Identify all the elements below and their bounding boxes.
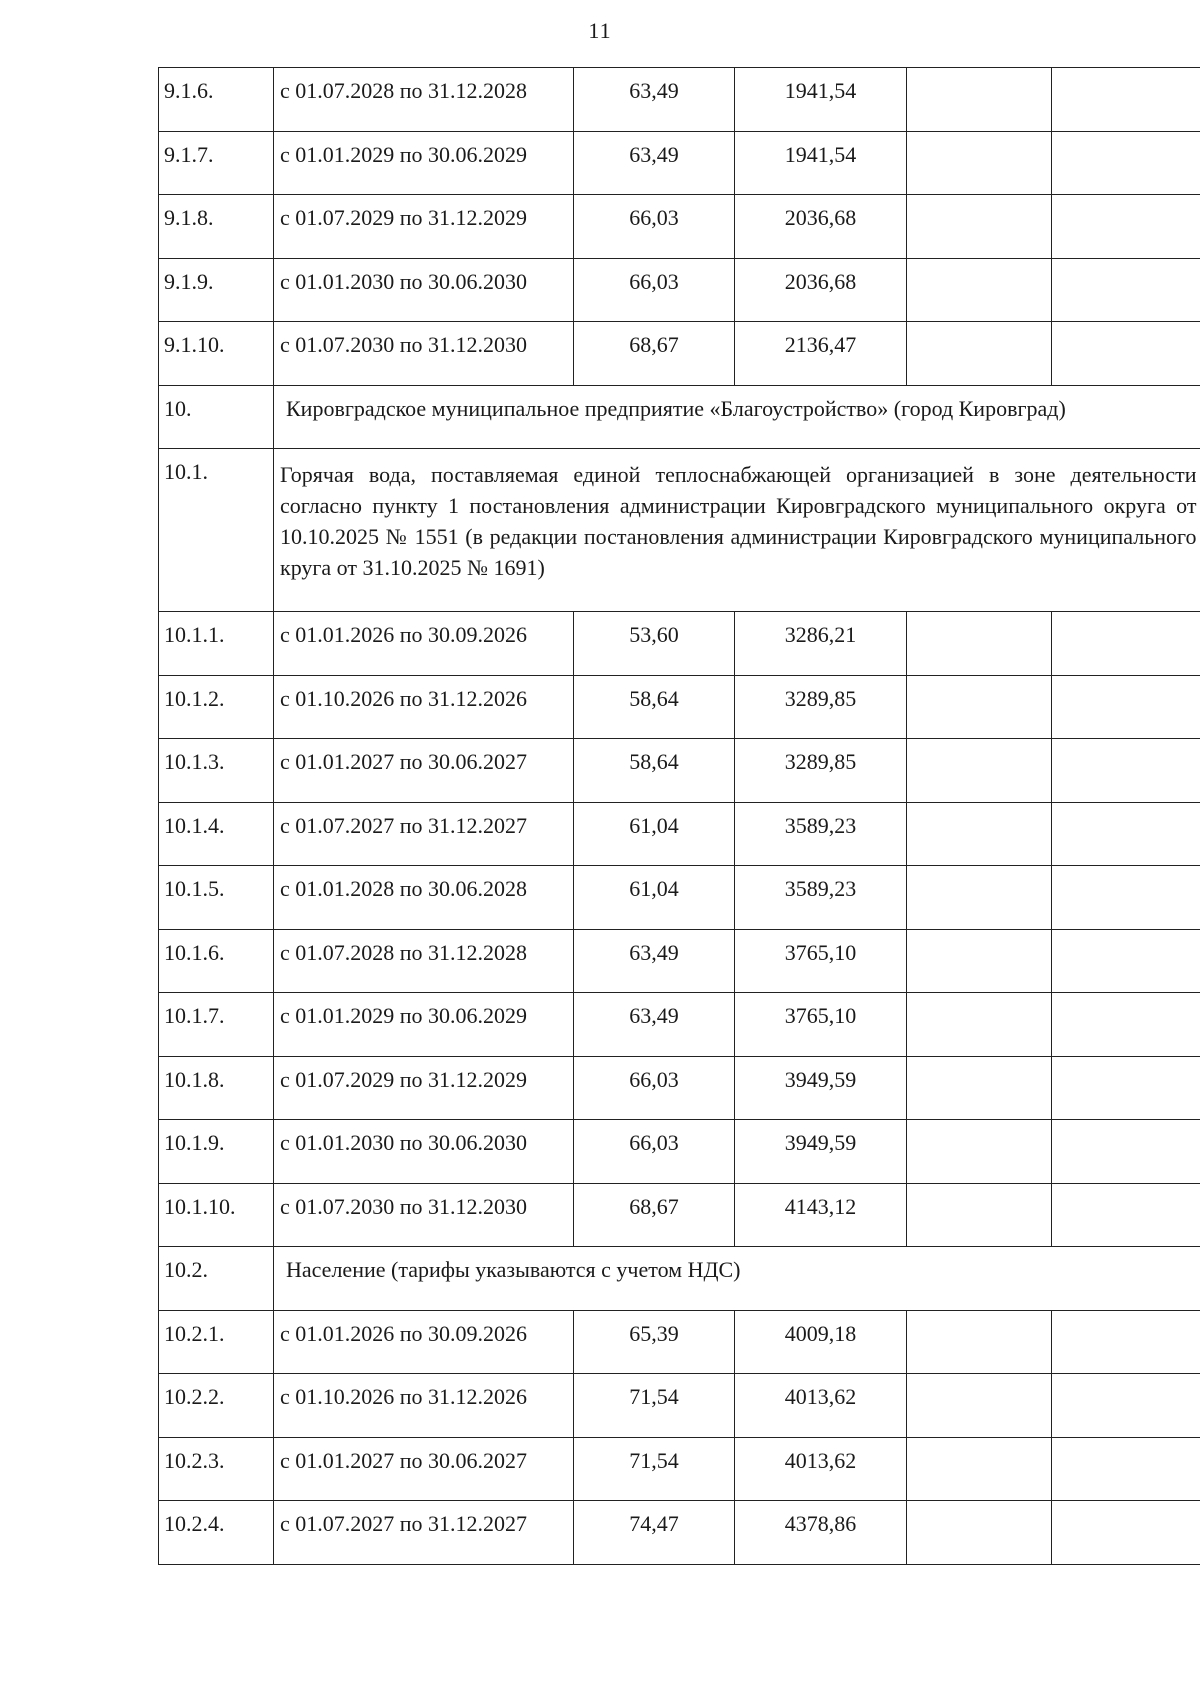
section-title: Горячая вода, поставляемая единой теплоснабжающей организацией в зоне деятельности согласно пункту 1 постановления администрации Кировградского муниципального округа от 10.10.2025 № 1551 (в редакции постановления администрации Кировградского муниципального круга от 31.10.2025 № 1691) xyxy=(274,449,1200,612)
table-row xyxy=(159,1183,1200,1247)
row-number: 10.2.4. xyxy=(159,1501,274,1565)
empty-cell xyxy=(907,929,1052,993)
value-1-cell: 66,03 xyxy=(574,195,735,259)
value-1-cell: 63,49 xyxy=(574,131,735,195)
tariff-table-body xyxy=(159,68,1200,1565)
value-1-cell: 53,60 xyxy=(574,612,735,676)
value-1-cell: 66,03 xyxy=(574,258,735,322)
period-cell: с 01.07.2029 по 31.12.2029 xyxy=(274,1056,574,1120)
empty-cell xyxy=(1052,675,1200,739)
row-number: 9.1.8. xyxy=(159,195,274,259)
empty-cell xyxy=(907,739,1052,803)
table-row xyxy=(159,258,1200,322)
value-1-cell: 66,03 xyxy=(574,1056,735,1120)
value-2-cell: 3289,85 xyxy=(735,739,907,803)
value-2-cell: 3949,59 xyxy=(735,1056,907,1120)
table-row xyxy=(159,1056,1200,1120)
value-1-cell: 61,04 xyxy=(574,866,735,930)
section-row xyxy=(159,449,1200,612)
empty-cell xyxy=(1052,802,1200,866)
empty-cell xyxy=(907,1310,1052,1374)
value-1-cell: 65,39 xyxy=(574,1310,735,1374)
empty-cell xyxy=(907,802,1052,866)
section-row xyxy=(159,1247,1200,1311)
value-1-cell: 68,67 xyxy=(574,1183,735,1247)
empty-cell xyxy=(907,131,1052,195)
period-cell: с 01.07.2030 по 31.12.2030 xyxy=(274,322,574,386)
empty-cell xyxy=(1052,1056,1200,1120)
empty-cell xyxy=(907,1374,1052,1438)
empty-cell xyxy=(1052,739,1200,803)
period-cell: с 01.01.2030 по 30.06.2030 xyxy=(274,1120,574,1184)
period-cell: с 01.01.2026 по 30.09.2026 xyxy=(274,1310,574,1374)
value-2-cell: 3286,21 xyxy=(735,612,907,676)
value-2-cell: 4013,62 xyxy=(735,1374,907,1438)
empty-cell xyxy=(907,1437,1052,1501)
empty-cell xyxy=(907,195,1052,259)
value-1-cell: 71,54 xyxy=(574,1374,735,1438)
period-cell: с 01.01.2026 по 30.09.2026 xyxy=(274,612,574,676)
value-2-cell: 1941,54 xyxy=(735,68,907,132)
period-cell: с 01.10.2026 по 31.12.2026 xyxy=(274,1374,574,1438)
value-2-cell: 2136,47 xyxy=(735,322,907,386)
empty-cell xyxy=(907,68,1052,132)
row-number: 10.1.1. xyxy=(159,612,274,676)
value-1-cell: 66,03 xyxy=(574,1120,735,1184)
period-cell: с 01.01.2028 по 30.06.2028 xyxy=(274,866,574,930)
value-2-cell: 3765,10 xyxy=(735,993,907,1057)
value-2-cell: 3589,23 xyxy=(735,802,907,866)
empty-cell xyxy=(907,675,1052,739)
section-row xyxy=(159,385,1200,449)
value-1-cell: 58,64 xyxy=(574,675,735,739)
row-number: 10.1.8. xyxy=(159,1056,274,1120)
row-number: 9.1.7. xyxy=(159,131,274,195)
empty-cell xyxy=(907,1120,1052,1184)
row-number: 10.1.9. xyxy=(159,1120,274,1184)
section-number: 10.2. xyxy=(159,1247,274,1311)
empty-cell xyxy=(907,612,1052,676)
empty-cell xyxy=(907,993,1052,1057)
value-2-cell: 4009,18 xyxy=(735,1310,907,1374)
empty-cell xyxy=(1052,1501,1200,1565)
empty-cell xyxy=(1052,993,1200,1057)
value-2-cell: 1941,54 xyxy=(735,131,907,195)
table-row xyxy=(159,322,1200,386)
value-1-cell: 71,54 xyxy=(574,1437,735,1501)
empty-cell xyxy=(1052,258,1200,322)
empty-cell xyxy=(907,866,1052,930)
value-2-cell: 4143,12 xyxy=(735,1183,907,1247)
empty-cell xyxy=(1052,131,1200,195)
value-2-cell: 2036,68 xyxy=(735,258,907,322)
table-row xyxy=(159,1501,1200,1565)
value-1-cell: 61,04 xyxy=(574,802,735,866)
value-2-cell: 3949,59 xyxy=(735,1120,907,1184)
empty-cell xyxy=(1052,866,1200,930)
table-row xyxy=(159,1120,1200,1184)
period-cell: с 01.07.2028 по 31.12.2028 xyxy=(274,929,574,993)
row-number: 10.2.3. xyxy=(159,1437,274,1501)
row-number: 10.2.1. xyxy=(159,1310,274,1374)
value-2-cell: 4378,86 xyxy=(735,1501,907,1565)
table-row xyxy=(159,195,1200,259)
table-row xyxy=(159,1310,1200,1374)
period-cell: с 01.07.2030 по 31.12.2030 xyxy=(274,1183,574,1247)
value-1-cell: 63,49 xyxy=(574,68,735,132)
table-row xyxy=(159,802,1200,866)
row-number: 10.1.3. xyxy=(159,739,274,803)
period-cell: с 01.01.2030 по 30.06.2030 xyxy=(274,258,574,322)
period-cell: с 01.01.2029 по 30.06.2029 xyxy=(274,993,574,1057)
value-2-cell: 3289,85 xyxy=(735,675,907,739)
period-cell: с 01.01.2027 по 30.06.2027 xyxy=(274,739,574,803)
value-1-cell: 58,64 xyxy=(574,739,735,803)
empty-cell xyxy=(1052,929,1200,993)
row-number: 10.1.4. xyxy=(159,802,274,866)
row-number: 9.1.6. xyxy=(159,68,274,132)
value-2-cell: 2036,68 xyxy=(735,195,907,259)
table-row xyxy=(159,993,1200,1057)
table-row xyxy=(159,612,1200,676)
empty-cell xyxy=(907,258,1052,322)
period-cell: с 01.01.2029 по 30.06.2029 xyxy=(274,131,574,195)
value-1-cell: 63,49 xyxy=(574,929,735,993)
table-row xyxy=(159,866,1200,930)
page-number: 11 xyxy=(588,18,612,43)
row-number: 10.1.5. xyxy=(159,866,274,930)
table-row xyxy=(159,1374,1200,1438)
empty-cell xyxy=(907,1056,1052,1120)
empty-cell xyxy=(1052,322,1200,386)
value-1-cell: 63,49 xyxy=(574,993,735,1057)
empty-cell xyxy=(907,322,1052,386)
row-number: 10.1.10. xyxy=(159,1183,274,1247)
period-cell: с 01.10.2026 по 31.12.2026 xyxy=(274,675,574,739)
row-number: 9.1.9. xyxy=(159,258,274,322)
table-row xyxy=(159,131,1200,195)
empty-cell xyxy=(1052,1183,1200,1247)
period-cell: с 01.01.2027 по 30.06.2027 xyxy=(274,1437,574,1501)
value-1-cell: 68,67 xyxy=(574,322,735,386)
empty-cell xyxy=(1052,612,1200,676)
section-title: Кировградское муниципальное предприятие «Благоустройство» (город Кировград) xyxy=(274,385,1200,449)
table-row xyxy=(159,68,1200,132)
value-2-cell: 4013,62 xyxy=(735,1437,907,1501)
value-2-cell: 3765,10 xyxy=(735,929,907,993)
tariff-table xyxy=(158,67,1200,1565)
table-row xyxy=(159,675,1200,739)
value-1-cell: 74,47 xyxy=(574,1501,735,1565)
period-cell: с 01.07.2027 по 31.12.2027 xyxy=(274,1501,574,1565)
empty-cell xyxy=(1052,1374,1200,1438)
row-number: 9.1.10. xyxy=(159,322,274,386)
empty-cell xyxy=(1052,1310,1200,1374)
period-cell: с 01.07.2029 по 31.12.2029 xyxy=(274,195,574,259)
section-title: Население (тарифы указываются с учетом НДС) xyxy=(274,1247,1200,1311)
table-row xyxy=(159,739,1200,803)
period-cell: с 01.07.2027 по 31.12.2027 xyxy=(274,802,574,866)
row-number: 10.2.2. xyxy=(159,1374,274,1438)
row-number: 10.1.2. xyxy=(159,675,274,739)
empty-cell xyxy=(907,1183,1052,1247)
empty-cell xyxy=(1052,1437,1200,1501)
table-row xyxy=(159,929,1200,993)
section-number: 10. xyxy=(159,385,274,449)
table-row xyxy=(159,1437,1200,1501)
empty-cell xyxy=(1052,1120,1200,1184)
row-number: 10.1.7. xyxy=(159,993,274,1057)
empty-cell xyxy=(907,1501,1052,1565)
section-number: 10.1. xyxy=(159,449,274,612)
row-number: 10.1.6. xyxy=(159,929,274,993)
empty-cell xyxy=(1052,195,1200,259)
period-cell: с 01.07.2028 по 31.12.2028 xyxy=(274,68,574,132)
value-2-cell: 3589,23 xyxy=(735,866,907,930)
empty-cell xyxy=(1052,68,1200,132)
